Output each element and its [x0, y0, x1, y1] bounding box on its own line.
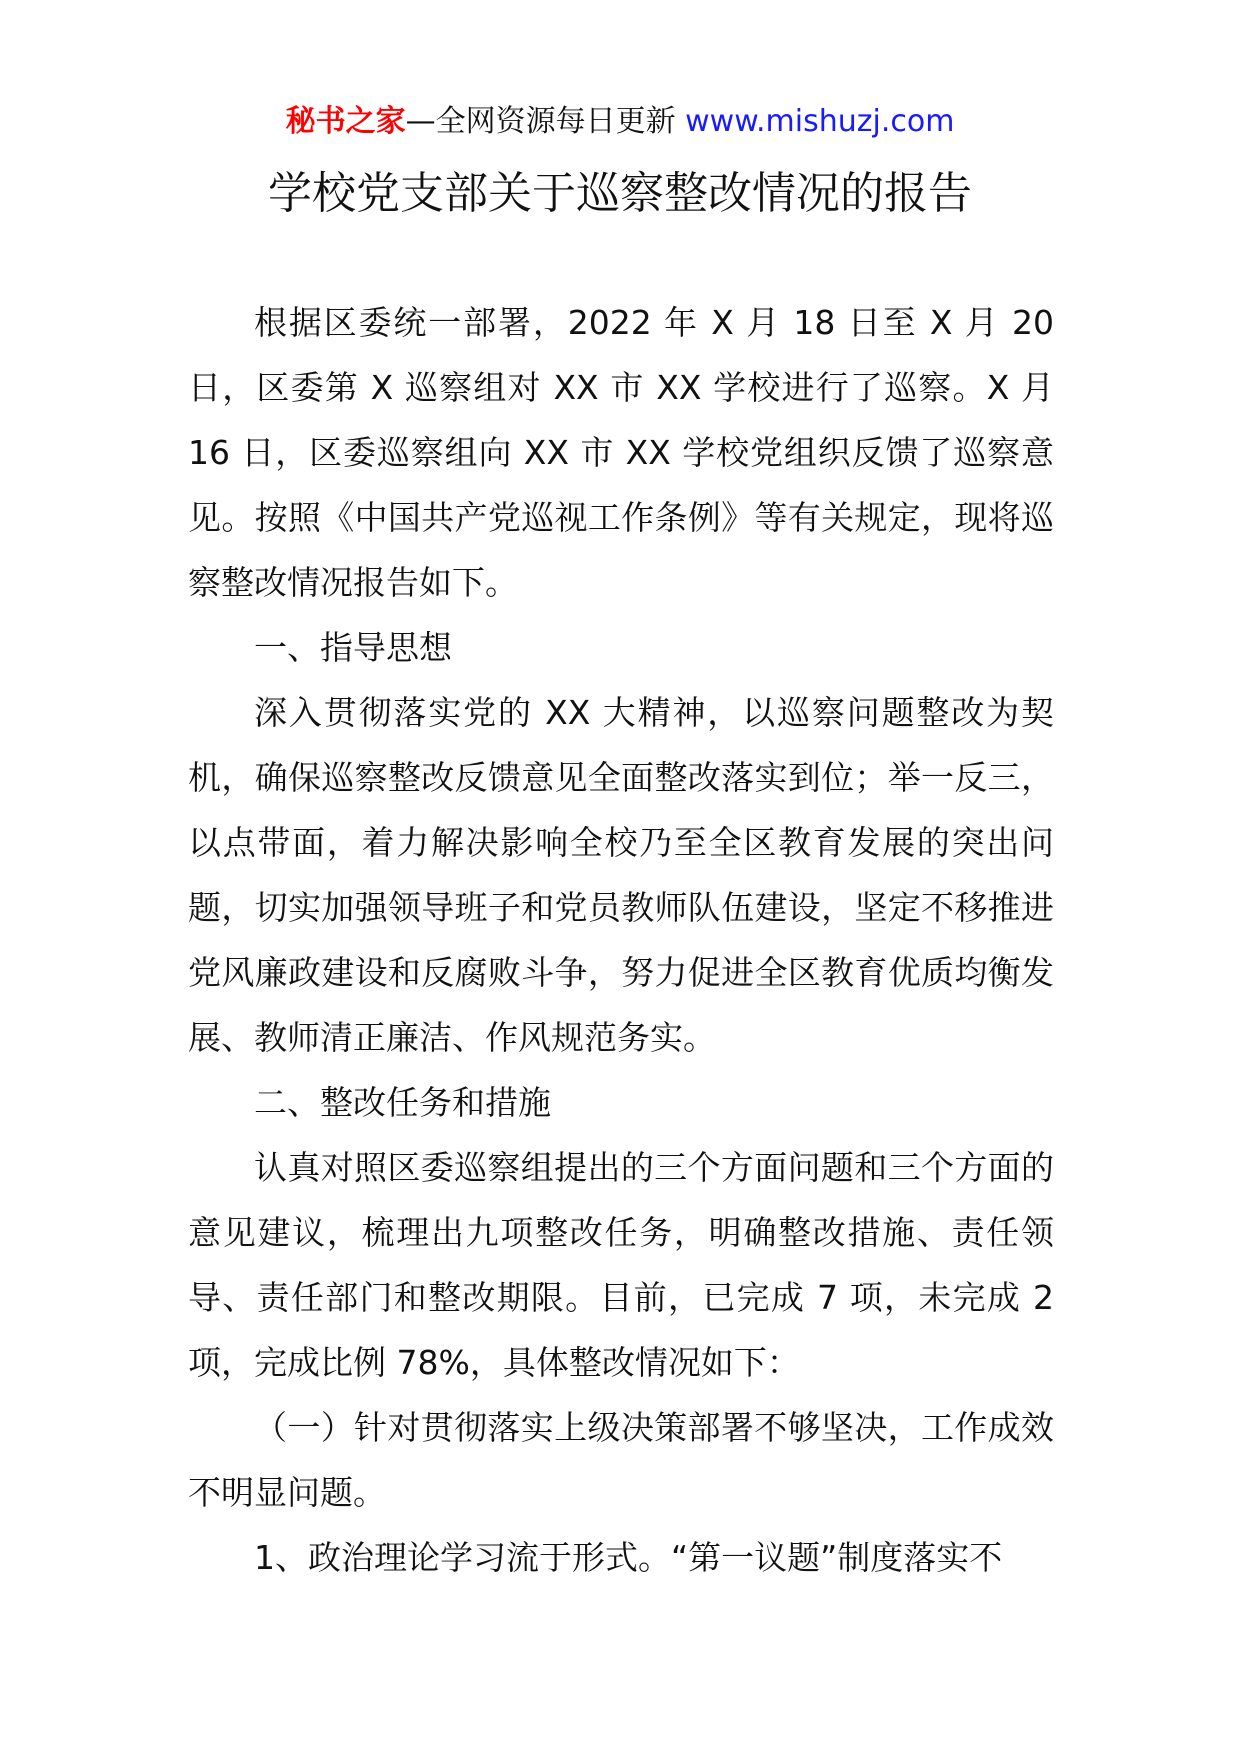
site-name: 秘书之家: [285, 104, 406, 139]
site-tagline: —全网资源每日更新: [405, 104, 686, 139]
site-header: [0, 100, 1240, 144]
subsection-heading-1: （一）针对贯彻落实上级决策部署不够坚决，工作成效不明显问题。: [188, 1408, 1054, 1512]
document-title: 学校党支部关于巡察整改情况的报告: [268, 168, 972, 219]
paragraph-tasks: 认真对照区委巡察组提出的三个方面问题和三个方面的意见建议，梳理出九项整改任务，明确整改措施、责任领导、责任部门和整改期限。目前，已完成 7 项，未完成 2 项，完成比例 78%，具体整改情况如下：: [188, 1148, 1054, 1382]
section-heading-2: 二、整改任务和措施: [254, 1083, 551, 1122]
document-body: [188, 290, 1054, 1590]
section-heading-1: 一、指导思想: [254, 628, 452, 667]
paragraph-item-1: 1、政治理论学习流于形式。“第一议题”制度落实不: [254, 1538, 1003, 1577]
site-url-link[interactable]: www.mishuzj.com: [685, 104, 955, 139]
paragraph-guiding-thought: 深入贯彻落实党的 XX 大精神，以巡察问题整改为契机，确保巡察整改反馈意见全面整改落实到位；举一反三，以点带面，着力解决影响全校乃至全区教育发展的突出问题，切实加强领导班子和党员教师队伍建设，坚定不移推进党风廉政建设和反腐败斗争，努力促进全区教育优质均衡发展、教师清正廉洁、作风规范务实。: [188, 693, 1054, 1057]
paragraph-intro: 根据区委统一部署，2022 年 X 月 18 日至 X 月 20 日，区委第 X 巡察组对 XX 市 XX 学校进行了巡察。X 月 16 日，区委巡察组向 XX 市 XX 学校党组织反馈了巡察意见。按照《中国共产党巡视工作条例》等有关规定，现将巡察整改情况报告如下。: [188, 303, 1054, 602]
